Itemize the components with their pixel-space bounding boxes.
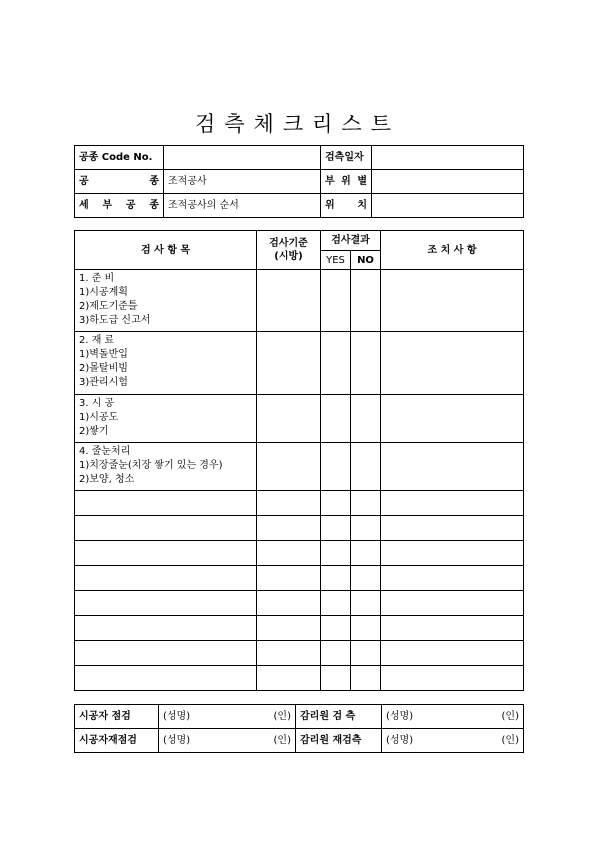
- detail-label: [75, 194, 164, 218]
- no-cell[interactable]: [351, 616, 381, 641]
- action-cell[interactable]: [381, 332, 524, 395]
- no-cell[interactable]: [351, 666, 381, 691]
- empty-row: [75, 541, 524, 566]
- supervisor-reinspection-label: 감리원 재검측: [296, 729, 382, 753]
- header-standard-line2: (시방): [274, 251, 303, 262]
- standard-cell[interactable]: [257, 541, 321, 566]
- inspection-date-label: 검측일자: [321, 146, 372, 170]
- table-row: [75, 332, 524, 395]
- table-row: [75, 395, 524, 443]
- action-cell[interactable]: [381, 395, 524, 443]
- table-row: [75, 270, 524, 332]
- detail-label-char: 공: [125, 200, 136, 211]
- empty-row: [75, 591, 524, 616]
- inspection-date-value[interactable]: [372, 146, 524, 170]
- standard-cell[interactable]: [257, 666, 321, 691]
- section-cell: [75, 332, 257, 395]
- section-line: 3)하도급 신고서: [79, 315, 151, 326]
- yes-cell[interactable]: [321, 443, 351, 491]
- standard-cell[interactable]: [257, 270, 321, 332]
- item-cell[interactable]: [75, 516, 257, 541]
- section-line: 2)제도기준틀: [79, 301, 138, 312]
- item-cell[interactable]: [75, 591, 257, 616]
- name-placeholder: (성명): [163, 711, 191, 722]
- action-cell[interactable]: [381, 616, 524, 641]
- yes-cell[interactable]: [321, 591, 351, 616]
- section-cell: [75, 270, 257, 332]
- no-cell[interactable]: [351, 566, 381, 591]
- yes-cell[interactable]: [321, 491, 351, 516]
- supervisor-signature-field[interactable]: [382, 705, 524, 729]
- detail-label-char: 종: [149, 200, 159, 211]
- supervisor-inspection-label: 감리원 검 측: [296, 705, 382, 729]
- category-label-char: 공: [79, 176, 89, 187]
- empty-row: [75, 666, 524, 691]
- empty-row: [75, 566, 524, 591]
- info-row-work-type: [75, 146, 524, 170]
- header-item: 검 사 항 목: [75, 231, 257, 270]
- detail-value[interactable]: 조적공사의 순서: [164, 194, 321, 218]
- section-line: 2. 재 료: [79, 335, 115, 346]
- section-line: 1. 준 비: [79, 273, 115, 284]
- standard-cell[interactable]: [257, 443, 321, 491]
- standard-cell[interactable]: [257, 491, 321, 516]
- item-cell[interactable]: [75, 541, 257, 566]
- item-cell[interactable]: [75, 641, 257, 666]
- standard-cell[interactable]: [257, 332, 321, 395]
- seal-placeholder: (인): [501, 735, 519, 746]
- signature-table: [74, 704, 524, 753]
- work-type-label: 공종 Code No.: [75, 146, 164, 170]
- item-cell[interactable]: [75, 491, 257, 516]
- section-line: 2)몰탈비빔: [79, 363, 128, 374]
- supervisor-reinspection-signature-field[interactable]: [382, 729, 524, 753]
- no-cell[interactable]: [351, 395, 381, 443]
- action-cell[interactable]: [381, 541, 524, 566]
- no-cell[interactable]: [351, 332, 381, 395]
- action-cell[interactable]: [381, 443, 524, 491]
- action-cell[interactable]: [381, 491, 524, 516]
- header-no: NO: [351, 251, 381, 270]
- standard-cell[interactable]: [257, 516, 321, 541]
- seal-placeholder: (인): [273, 711, 291, 722]
- no-cell[interactable]: [351, 491, 381, 516]
- section-line: 1)벽돌반입: [79, 349, 128, 360]
- action-cell[interactable]: [381, 270, 524, 332]
- section-line: 3. 시 공: [79, 398, 115, 409]
- standard-cell[interactable]: [257, 616, 321, 641]
- empty-row: [75, 491, 524, 516]
- header-standard-line1: 검사기준: [269, 238, 308, 249]
- yes-cell[interactable]: [321, 270, 351, 332]
- no-cell[interactable]: [351, 443, 381, 491]
- yes-cell[interactable]: [321, 616, 351, 641]
- yes-cell[interactable]: [321, 395, 351, 443]
- table-row: [75, 443, 524, 491]
- name-placeholder: (성명): [386, 711, 414, 722]
- location-label-char: 별: [357, 176, 367, 187]
- no-cell[interactable]: [351, 641, 381, 666]
- section-line: 1)치장줄눈(치장 쌓기 있는 경우): [79, 460, 223, 471]
- yes-cell[interactable]: [321, 566, 351, 591]
- section-cell: [75, 443, 257, 491]
- yes-cell[interactable]: [321, 641, 351, 666]
- position-label-char: 위: [325, 200, 335, 211]
- category-label: [75, 170, 164, 194]
- name-placeholder: (성명): [163, 735, 191, 746]
- no-cell[interactable]: [351, 270, 381, 332]
- section-line: 3)관리시험: [79, 377, 128, 388]
- info-row-detail: [75, 194, 524, 218]
- location-label: [321, 170, 372, 194]
- position-label-char: 치: [357, 200, 367, 211]
- inspection-table: [74, 230, 524, 691]
- detail-label-char: 세: [79, 200, 89, 211]
- category-value[interactable]: 조적공사: [164, 170, 321, 194]
- work-type-value[interactable]: [164, 146, 321, 170]
- location-label-char: 부: [325, 176, 335, 187]
- section-line: 1)시공계획: [79, 287, 128, 298]
- contractor-material-inspection-label: 시공자재점검: [75, 729, 159, 753]
- signature-row: [75, 729, 524, 753]
- yes-cell[interactable]: [321, 332, 351, 395]
- item-cell[interactable]: [75, 616, 257, 641]
- name-placeholder: (성명): [386, 735, 414, 746]
- page-title: 검측체크리스트: [194, 112, 400, 136]
- standard-cell[interactable]: [257, 566, 321, 591]
- no-cell[interactable]: [351, 591, 381, 616]
- header-row: [75, 231, 524, 251]
- empty-row: [75, 616, 524, 641]
- yes-cell[interactable]: [321, 541, 351, 566]
- standard-cell[interactable]: [257, 395, 321, 443]
- detail-label-char: 부: [102, 200, 113, 211]
- section-line: 2)보양, 청소: [79, 474, 135, 485]
- action-cell[interactable]: [381, 591, 524, 616]
- yes-cell[interactable]: [321, 516, 351, 541]
- section-cell: [75, 395, 257, 443]
- location-value[interactable]: [372, 170, 524, 194]
- section-line: 4. 줄눈처리: [79, 446, 131, 457]
- header-yes: YES: [321, 251, 351, 270]
- signature-row: [75, 705, 524, 729]
- header-result: 검사결과: [321, 231, 381, 251]
- contractor-signature-field[interactable]: [159, 705, 296, 729]
- contractor-inspection-label: 시공자 점검: [75, 705, 159, 729]
- action-cell[interactable]: [381, 666, 524, 691]
- location-label-char: 위: [341, 176, 351, 187]
- position-value[interactable]: [372, 194, 524, 218]
- position-label: [321, 194, 372, 218]
- empty-row: [75, 516, 524, 541]
- item-cell[interactable]: [75, 566, 257, 591]
- header-action: 조 치 사 항: [381, 231, 524, 270]
- action-cell[interactable]: [381, 516, 524, 541]
- section-line: 2)쌓기: [79, 426, 109, 437]
- action-cell[interactable]: [381, 566, 524, 591]
- action-cell[interactable]: [381, 641, 524, 666]
- section-line: 1)시공도: [79, 412, 119, 423]
- standard-cell[interactable]: [257, 641, 321, 666]
- no-cell[interactable]: [351, 516, 381, 541]
- seal-placeholder: (인): [273, 735, 291, 746]
- yes-cell[interactable]: [321, 666, 351, 691]
- contractor-material-signature-field[interactable]: [159, 729, 296, 753]
- info-table: [74, 145, 524, 218]
- header-standard: [257, 231, 321, 270]
- info-row-category: [75, 170, 524, 194]
- standard-cell[interactable]: [257, 591, 321, 616]
- seal-placeholder: (인): [501, 711, 519, 722]
- no-cell[interactable]: [351, 541, 381, 566]
- item-cell[interactable]: [75, 666, 257, 691]
- category-label-char: 종: [149, 176, 159, 187]
- empty-row: [75, 641, 524, 666]
